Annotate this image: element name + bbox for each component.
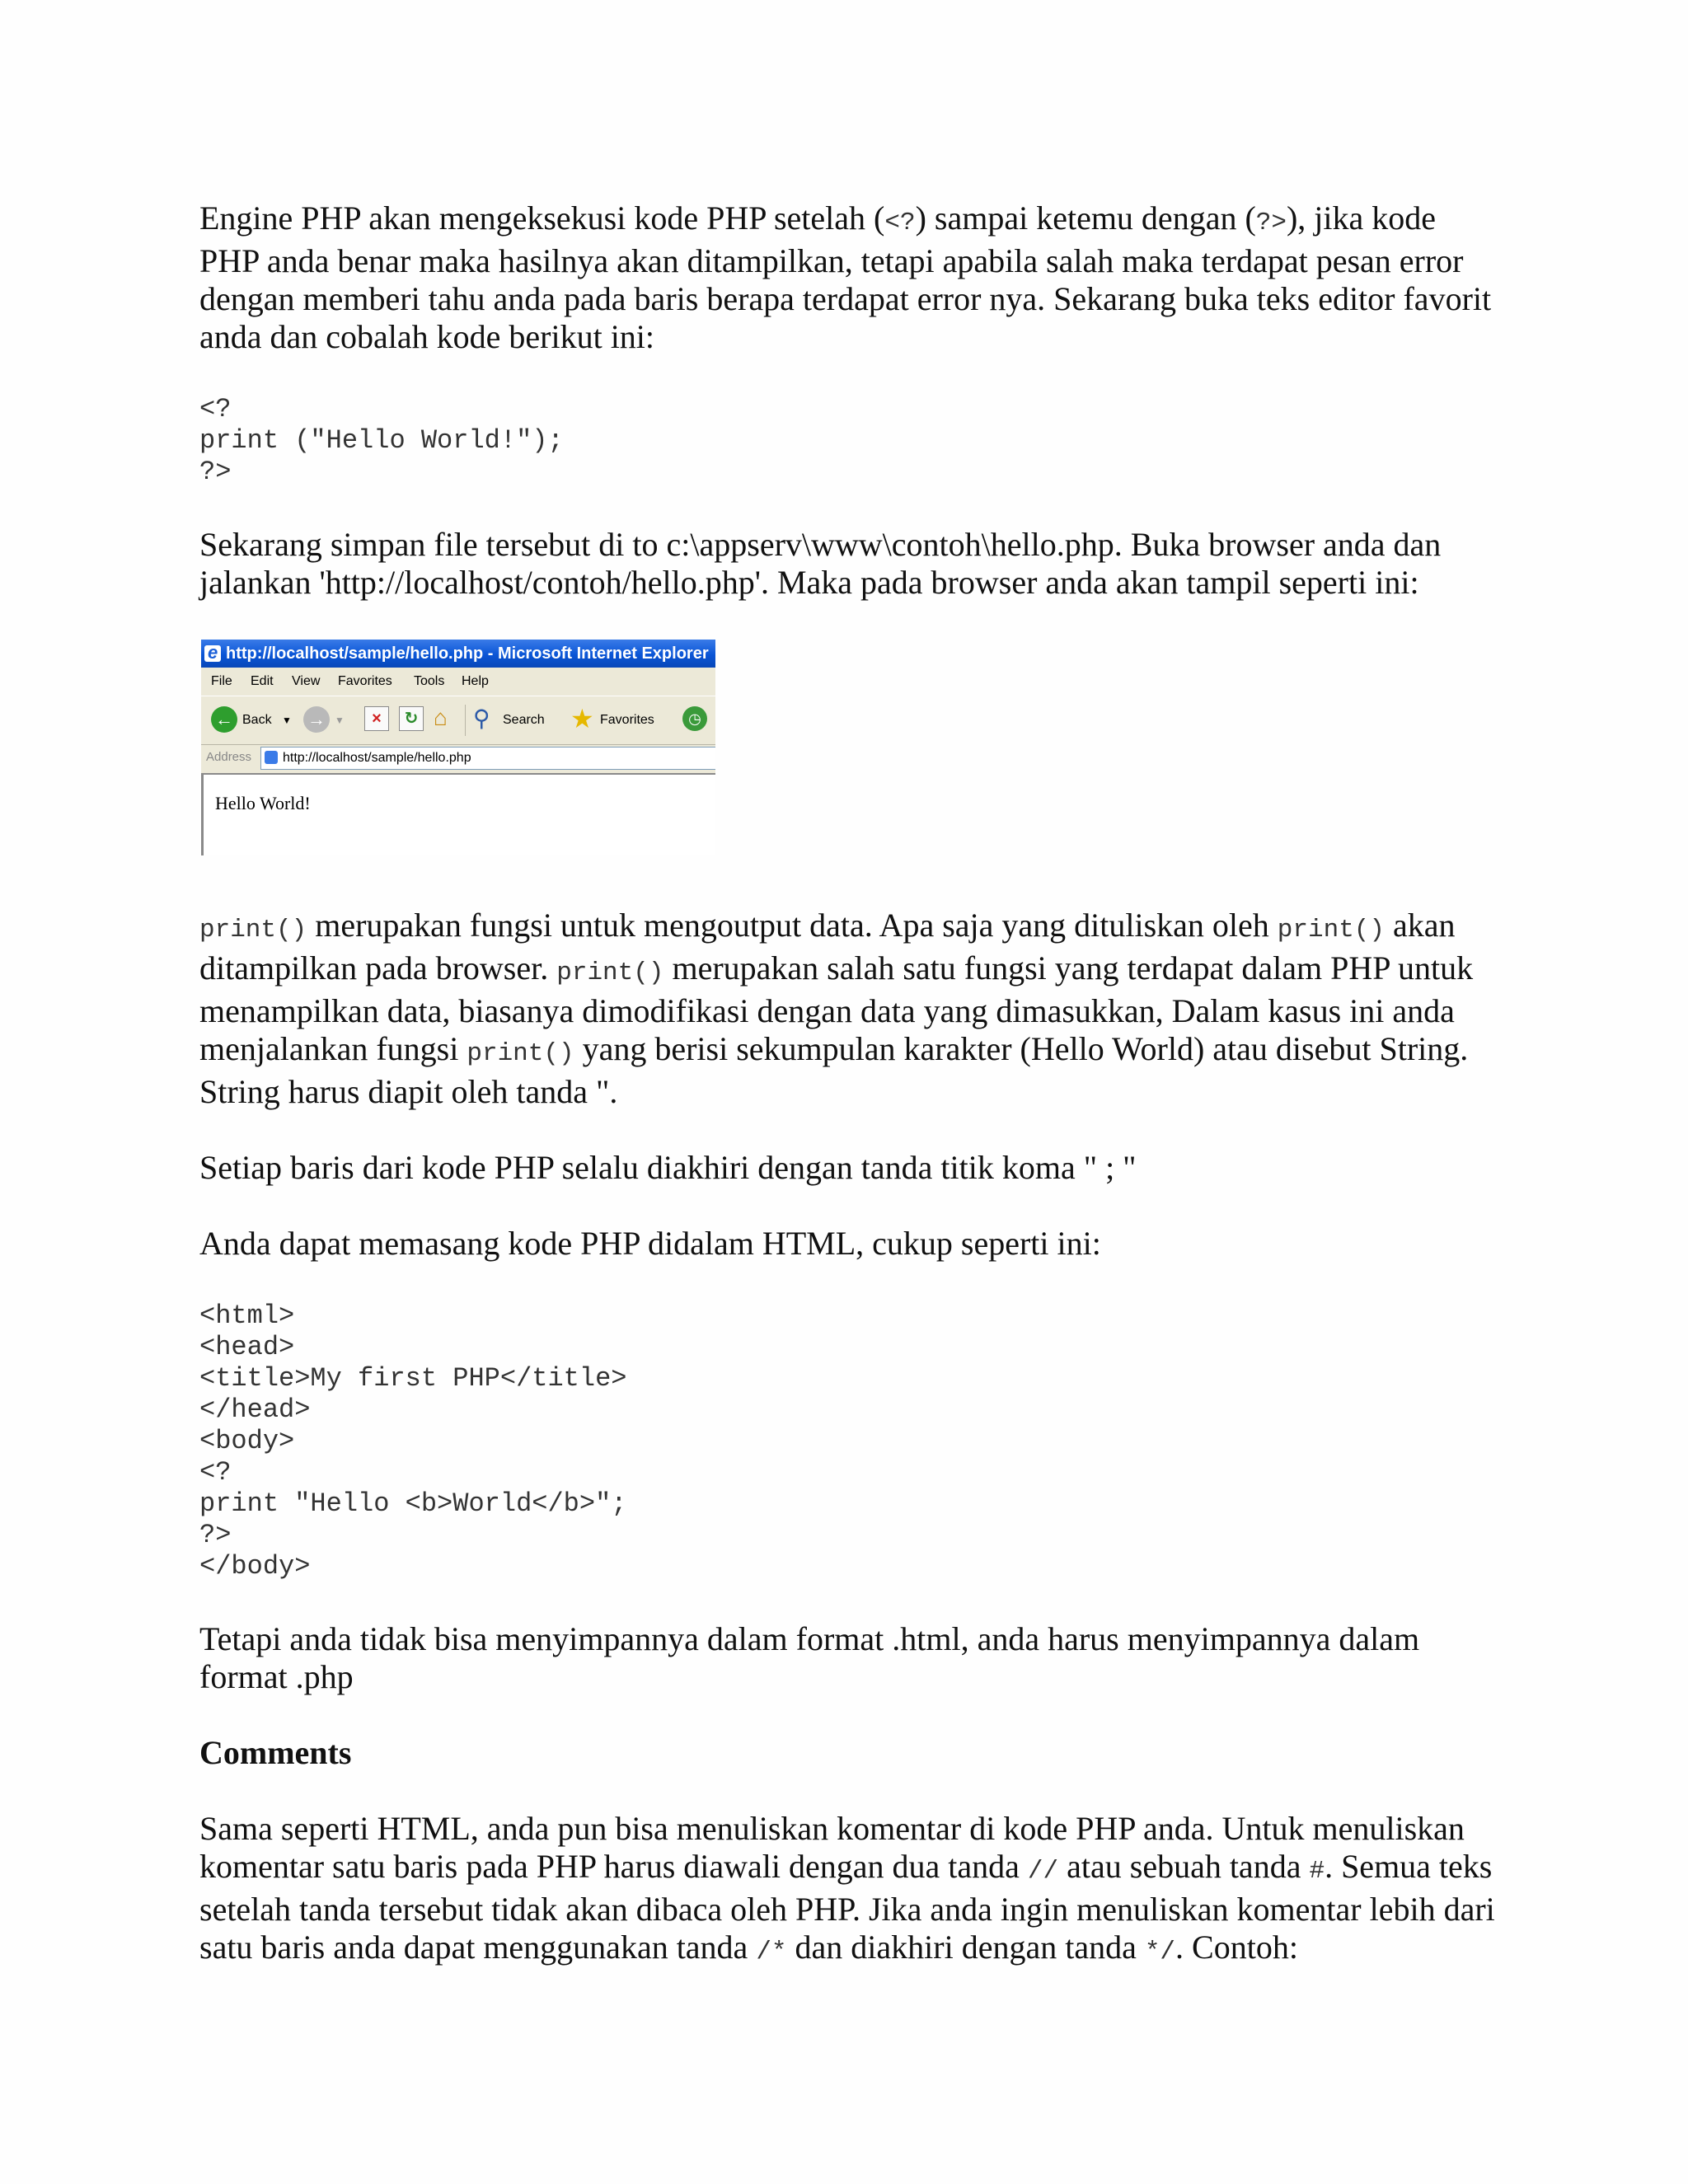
- forward-dropdown-icon[interactable]: ▼: [335, 715, 345, 726]
- toolbar-separator: [465, 705, 466, 736]
- inline-code: #: [1309, 1857, 1325, 1886]
- menu-item-file[interactable]: File: [211, 674, 232, 688]
- inline-code: print(): [1277, 916, 1386, 944]
- text-run: . Contoh:: [1175, 1929, 1298, 1966]
- text-run: Engine PHP akan mengeksekusi kode PHP setelah (: [199, 199, 885, 237]
- browser-titlebar: [201, 640, 715, 668]
- menu-item-help[interactable]: Help: [462, 674, 489, 688]
- text-run: ), jika kode PHP anda benar maka hasilnya akan ditampilkan, tetapi apabila salah maka terdapat pesan error dengan memberi tahu anda pada baris berapa terdapat error nya. Sekarang buka teks editor favorit anda dan cobalah kode berikut ini:: [199, 199, 1492, 355]
- comments-paragraph: [199, 1810, 1502, 1971]
- inline-code: ?>: [1255, 209, 1287, 237]
- inline-code: print(): [556, 958, 664, 987]
- address-label: Address: [206, 750, 252, 764]
- html-code-block: <html> <head> <title>My first PHP</title> </head> <body> <? print "Hello <b>World</b>"; ?> </body>: [199, 1301, 627, 1582]
- home-icon[interactable]: ⌂: [434, 705, 448, 730]
- stop-icon[interactable]: ×: [364, 706, 389, 731]
- browser-menubar: [201, 668, 715, 696]
- semicolon-paragraph: Setiap baris dari kode PHP selalu diakhiri dengan tanda titik koma " ; ": [199, 1149, 1137, 1186]
- refresh-icon[interactable]: ↻: [399, 706, 424, 731]
- menu-item-favorites[interactable]: Favorites: [338, 674, 392, 688]
- inline-code: <?: [884, 209, 916, 237]
- back-dropdown-icon[interactable]: ▼: [282, 715, 292, 726]
- text-run: Sama seperti HTML, anda pun bisa menuliskan komentar di kode PHP anda. Untuk menuliskan komentar satu baris pada PHP harus diawali dengan dua tanda: [199, 1810, 1465, 1885]
- print-paragraph: [199, 907, 1502, 1111]
- browser-viewport: [201, 775, 715, 855]
- comments-heading: Comments: [199, 1734, 352, 1771]
- favorites-star-icon[interactable]: ★: [570, 704, 594, 733]
- text-run: merupakan salah satu fungsi yang terdapat dalam PHP untuk menampilkan data, biasanya dimodifikasi dengan data yang dimasukkan, Dalam kasus ini anda menjalankan fungsi: [199, 949, 1474, 1067]
- page-output-text: Hello World!: [215, 793, 311, 813]
- text-run: merupakan fungsi untuk mengoutput data. Apa saja yang dituliskan oleh: [307, 907, 1278, 944]
- browser-toolbar: [201, 696, 715, 745]
- html-intro-paragraph: Anda dapat memasang kode PHP didalam HTML, cukup seperti ini:: [199, 1225, 1101, 1262]
- browser-screenshot: [201, 640, 715, 855]
- text-run: ) sampai ketemu dengan (: [915, 199, 1256, 237]
- history-icon[interactable]: ◷: [682, 706, 707, 731]
- text-run: atau sebuah tanda: [1058, 1848, 1310, 1885]
- text-run: . Semua teks setelah tanda tersebut tidak akan dibaca oleh PHP. Jika anda ingin menuliskan komentar lebih dari satu baris anda dapat menggunakan tanda: [199, 1848, 1495, 1966]
- address-bar: [201, 743, 715, 775]
- back-arrow-icon[interactable]: ←: [211, 706, 237, 733]
- ie-icon: [204, 645, 221, 662]
- inline-code: print(): [199, 916, 307, 944]
- inline-code: */: [1144, 1938, 1176, 1966]
- text-run: akan ditampilkan pada browser.: [199, 907, 1456, 987]
- menu-item-tools[interactable]: Tools: [414, 674, 445, 688]
- forward-arrow-icon[interactable]: →: [303, 706, 330, 733]
- text-run: yang berisi sekumpulan karakter (Hello World) atau disebut String. String harus diapit oleh tanda ".: [199, 1030, 1469, 1110]
- document-content: [199, 199, 1502, 2009]
- address-url: http://localhost/sample/hello.php: [283, 751, 471, 765]
- browser-title: http://localhost/sample/hello.php - Microsoft Internet Explorer: [226, 644, 709, 663]
- hello-code-block: <? print ("Hello World!"); ?>: [199, 394, 564, 487]
- back-label[interactable]: Back: [242, 713, 272, 727]
- inline-code: /*: [756, 1938, 787, 1966]
- inline-code: print(): [467, 1039, 574, 1068]
- address-input[interactable]: [260, 747, 715, 770]
- search-icon[interactable]: ⚲: [473, 705, 490, 731]
- text-run: dan diakhiri dengan tanda: [786, 1929, 1145, 1966]
- menu-item-view[interactable]: View: [292, 674, 321, 688]
- menu-item-edit[interactable]: Edit: [251, 674, 274, 688]
- page-icon: [265, 751, 278, 764]
- save-paragraph: Sekarang simpan file tersebut di to c:\appserv\www\contoh\hello.php. Buka browser anda dan jalankan 'http://localhost/contoh/hello.php'. Maka pada browser anda akan tampil seperti ini:: [199, 526, 1442, 601]
- format-paragraph: Tetapi anda tidak bisa menyimpannya dalam format .html, anda harus menyimpannya dalam format .php: [199, 1620, 1420, 1695]
- inline-code: //: [1027, 1857, 1059, 1886]
- intro-paragraph: [199, 199, 1502, 356]
- favorites-label[interactable]: Favorites: [600, 713, 654, 727]
- search-label[interactable]: Search: [503, 713, 545, 727]
